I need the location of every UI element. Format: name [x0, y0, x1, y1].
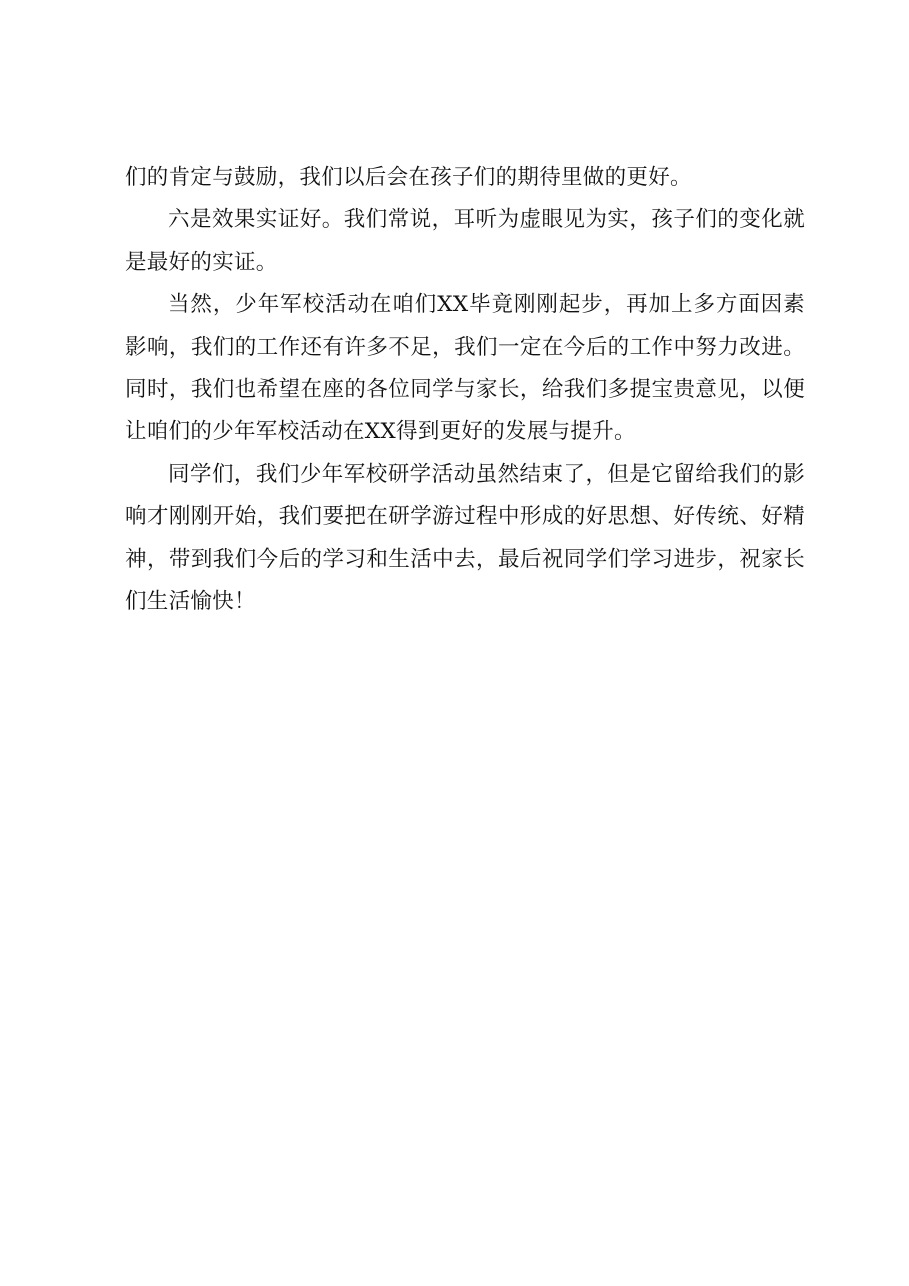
- paragraph-effect-proof: 六是效果实证好。我们常说，耳听为虚眼见为实，孩子们的变化就是最好的实证。: [125, 207, 805, 275]
- document-body: [125, 157, 805, 623]
- paragraph-improvement: 当然，少年军校活动在咱们XX毕竟刚刚起步，再加上多方面因素影响，我们的工作还有许多不足，我们一定在今后的工作中努力改进。同时，我们也希望在座的各位同学与家长，给我们多提宝贵意见，以便让咱们的少年军校活动在XX得到更好的发展与提升。: [125, 292, 805, 445]
- paragraph-continuation: 们的肯定与鼓励，我们以后会在孩子们的期待里做的更好。: [125, 165, 692, 190]
- paragraph-closing: 同学们，我们少年军校研学活动虽然结束了，但是它留给我们的影响才刚刚开始，我们要把在研学游过程中形成的好思想、好传统、好精神，带到我们今后的学习和生活中去，最后祝同学们学习进步，祝家长们生活愉快！: [125, 461, 805, 615]
